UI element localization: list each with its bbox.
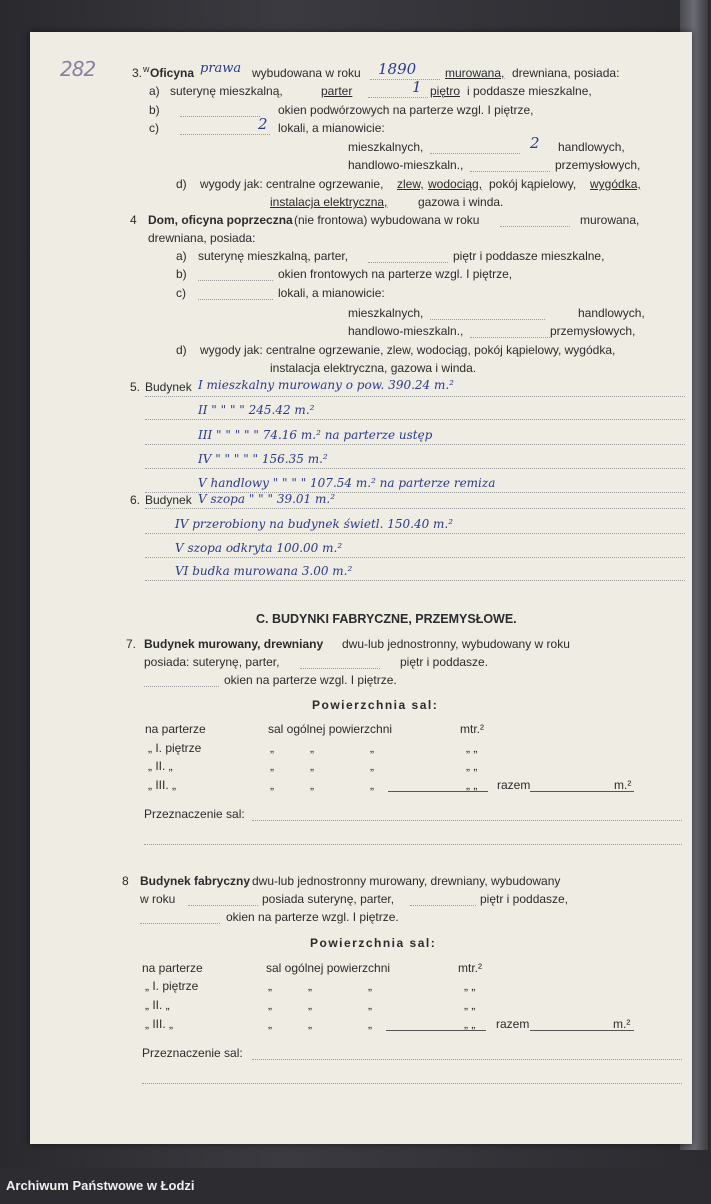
s3-a-text2: i poddasze mieszkalne,: [467, 84, 592, 98]
section-c-title: C. BUDYNKI FABRYCZNE, PRZEMYSŁOWE.: [256, 612, 517, 626]
s8-number: 8: [122, 874, 129, 888]
s6-row-2: IV przerobiony na budynek świetl. 150.40 m.²: [175, 517, 454, 531]
s6-row-4: VI budka murowana 3.00 m.²: [175, 564, 353, 578]
s7-r3-q2: „: [310, 759, 314, 773]
s5-row-1: I mieszkalny murowany o pow. 390.24 m.²: [198, 378, 454, 392]
s5-row-2: II " " " " 245.42 m.²: [198, 403, 315, 417]
s7-r4-q1: „: [270, 778, 274, 792]
s8-r1c: mtr.²: [458, 961, 482, 975]
s3-mieszk: mieszkalnych,: [348, 140, 424, 154]
s3-murowana: murowana,: [445, 66, 505, 80]
s7-r2-q3: „: [370, 741, 374, 755]
s8-l3: okien na parterze wzgl. I piętrze.: [226, 910, 399, 924]
s5-row-3: III " " " " " 74.16 m.² na parterze ustęp: [198, 428, 433, 442]
s3-a-label: a): [149, 84, 160, 98]
document-page: [30, 32, 692, 1144]
s6-row-1: V szopa " " " 39.01 m.²: [198, 492, 336, 506]
s3-c-label: c): [149, 121, 159, 135]
s8-r4-q1: „: [268, 1017, 272, 1031]
s7-r2: „ I. piętrze: [148, 741, 202, 755]
s4-a-text2: piętr i poddasze mieszkalne,: [453, 249, 605, 263]
s7-r1a: na parterze: [145, 722, 206, 736]
s8-r4: „ III. „: [145, 1017, 173, 1031]
s7-r2-q1: „: [270, 741, 274, 755]
s3-b-label: b): [149, 103, 160, 117]
s7-razem: razem: [497, 778, 531, 792]
s4-d-text1: wygody jak: centralne ogrzewanie, zlew, wodociąg, pokój kąpielowy, wygódka,: [200, 343, 616, 357]
s3-w: w: [143, 64, 150, 74]
s4-handl: handlowych,: [578, 306, 645, 320]
s7-pow: Powierzchnia sal:: [312, 698, 439, 712]
s4-number: 4: [130, 213, 137, 227]
s8-r2: „ I. piętrze: [145, 979, 199, 993]
s3-rest: drewniana, posiada:: [512, 66, 620, 80]
s7-m2: m.²: [614, 778, 632, 792]
s7-l2a: posiada: suterynę, parter,: [144, 655, 280, 669]
s3-built: wybudowana w roku: [252, 66, 361, 80]
s3-title: Oficyna: [150, 66, 195, 80]
s7-title: Budynek murowany, drewniany: [144, 637, 324, 651]
s8-title: Budynek fabryczny: [140, 874, 251, 888]
s5-label: Budynek: [145, 380, 192, 394]
s7-r3: „ II. „: [148, 759, 173, 773]
s3-a-text1: suterynę mieszkalną,: [170, 84, 283, 98]
s4-d-text2: instalacja elektryczna, gazowa i winda.: [270, 361, 477, 375]
s6-number: 6.: [130, 493, 141, 507]
s8-r2-q4: „ „: [464, 979, 476, 993]
s4-b-label: b): [176, 267, 187, 281]
s8-r3-q4: „ „: [464, 998, 476, 1012]
s3-przem: przemysłowych,: [555, 158, 641, 172]
s4-a-label: a): [176, 249, 187, 263]
pencil-page-number: 282: [60, 57, 96, 81]
s4-mieszk: mieszkalnych,: [348, 306, 424, 320]
s7-r3-q3: „: [370, 759, 374, 773]
s8-r2-q1: „: [268, 979, 272, 993]
s8-l2c: piętr i poddasze,: [480, 892, 569, 906]
s7-r4: „ III. „: [148, 778, 176, 792]
s5-row-5: V handlowy " " " " 107.54 m.² na parterze remiza: [198, 476, 496, 490]
s7-l3: okien na parterze wzgl. I piętrze.: [224, 673, 397, 687]
s4-b-text: okien frontowych na parterze wzgl. I piętrze,: [278, 267, 513, 281]
s3-d-wygodka: wygódka,: [590, 177, 641, 191]
s4-title: Dom, oficyna poprzeczna: [148, 213, 293, 227]
s7-r3-q4: „ „: [466, 759, 478, 773]
s8-r4-q3: „: [368, 1017, 372, 1031]
s8-r3-q1: „: [268, 998, 272, 1012]
s3-b-text: okien podwórzowych na parterze wzgl. I piętrze,: [278, 103, 534, 117]
s7-l2b: piętr i poddasze.: [400, 655, 489, 669]
s5-row-4: IV " " " " " 156.35 m.²: [198, 452, 328, 466]
s3-hmieszk: handlowo-mieszkaln.,: [348, 158, 464, 172]
s4-hmieszk: handlowo-mieszkaln.,: [348, 324, 464, 338]
s7-text1: dwu-lub jednostronny, wybudowany w roku: [342, 637, 570, 651]
s3-a-pietro: piętro: [430, 84, 461, 98]
s7-r2-q4: „ „: [466, 741, 478, 755]
s6-row-3: V szopa odkryta 100.00 m.²: [175, 541, 343, 555]
s3-d-text1: wygody jak: centralne ogrzewanie,: [200, 177, 384, 191]
s3-hw-floor: 1: [412, 78, 422, 96]
s8-l2a: w roku: [140, 892, 176, 906]
s3-number: 3.: [132, 66, 143, 80]
s8-r2-q2: „: [308, 979, 312, 993]
s4-c-text: lokali, a mianowicie:: [278, 286, 385, 300]
s4-text1: (nie frontowa) wybudowana w roku: [294, 213, 480, 227]
s7-przez: Przeznaczenie sal:: [144, 807, 245, 821]
s8-r4-q2: „: [308, 1017, 312, 1031]
s7-r2-q2: „: [310, 741, 314, 755]
s8-r1b: sal ogólnej powierzchni: [266, 961, 391, 975]
s4-text2: murowana,: [580, 213, 640, 227]
s3-hw-lokale: 2: [258, 115, 268, 133]
s3-d-text3: gazowa i winda.: [418, 195, 504, 209]
s4-przem: przemysłowych,: [550, 324, 636, 338]
s8-przez: Przeznaczenie sal:: [142, 1046, 243, 1060]
s3-d-zlew: zlew,: [397, 177, 424, 191]
s8-pow: Powierzchnia sal:: [310, 936, 437, 950]
s3-d-instal: instalacja elektryczna,: [270, 195, 388, 209]
s3-d-wodociag: wodociąg,: [428, 177, 483, 191]
s8-l2b: posiada suterynę, parter,: [262, 892, 395, 906]
s4-a-text1: suterynę mieszkalną, parter,: [198, 249, 349, 263]
s3-hw-side: prawa: [200, 61, 242, 76]
s4-line2: drewniana, posiada:: [148, 231, 256, 245]
s7-r1b: sal ogólnej powierzchni: [268, 722, 393, 736]
s3-hw-year: 1890: [378, 60, 417, 78]
s7-r4-q3: „: [370, 778, 374, 792]
s3-d-text2: pokój kąpielowy,: [489, 177, 577, 191]
archive-footer: Archiwum Państwowe w Łodzi: [0, 1168, 711, 1204]
s3-a-parter: parter: [321, 84, 353, 98]
s4-d-label: d): [176, 343, 187, 357]
s7-r1c: mtr.²: [460, 722, 484, 736]
s8-razem: razem: [496, 1017, 530, 1031]
s7-r4-q4: „ „: [466, 778, 478, 792]
s3-d-label: d): [176, 177, 187, 191]
s8-r2-q3: „: [368, 979, 372, 993]
s8-r4-q4: „ „: [464, 1017, 476, 1031]
s8-r3-q3: „: [368, 998, 372, 1012]
s3-c-text: lokali, a mianowicie:: [278, 121, 385, 135]
s7-r4-q2: „: [310, 778, 314, 792]
s7-number: 7.: [126, 637, 137, 651]
s8-text1: dwu-lub jednostronny murowany, drewniany, wybudowany: [252, 874, 561, 888]
s7-r3-q1: „: [270, 759, 274, 773]
s6-label: Budynek: [145, 493, 192, 507]
s8-r3: „ II. „: [145, 998, 170, 1012]
s8-r1a: na parterze: [142, 961, 203, 975]
s3-hw-handl: 2: [530, 134, 540, 152]
s4-c-label: c): [176, 286, 186, 300]
s5-number: 5.: [130, 380, 141, 394]
s3-handl: handlowych,: [558, 140, 625, 154]
s8-m2: m.²: [613, 1017, 631, 1031]
s8-r3-q2: „: [308, 998, 312, 1012]
